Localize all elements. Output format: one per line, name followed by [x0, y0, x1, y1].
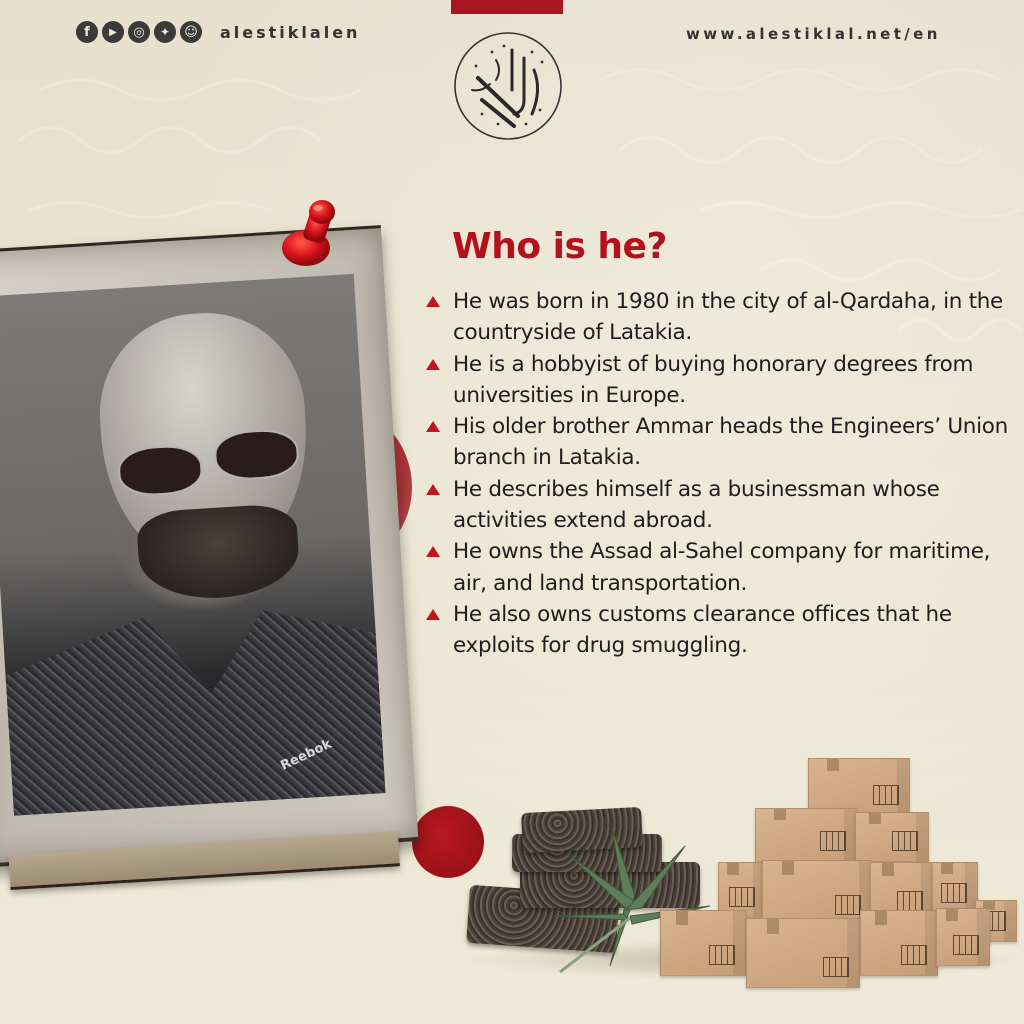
social-bar — [76, 21, 360, 43]
triangle-bullet-icon — [426, 421, 440, 432]
cardboard-box-icon — [755, 808, 857, 862]
cardboard-box-icon — [746, 918, 860, 988]
push-pin-icon — [280, 198, 340, 268]
triangle-bullet-icon — [426, 546, 440, 557]
cardboard-box-icon — [855, 812, 929, 862]
list-item — [422, 536, 1012, 599]
list-item — [422, 286, 1012, 349]
youtube-icon[interactable]: ▶ — [102, 21, 124, 43]
triangle-bullet-icon — [426, 359, 440, 370]
list-item-text: He describes himself as a businessman whose activities extend abroad. — [453, 476, 940, 534]
list-item-text: He was born in 1980 in the city of al-Qardaha, in the countryside of Latakia. — [453, 289, 1003, 346]
page-title: Who is he? — [452, 226, 667, 267]
list-item — [422, 349, 1012, 412]
cardboard-box-icon — [860, 910, 938, 976]
cardboard-box-icon — [762, 860, 872, 926]
triangle-bullet-icon — [426, 296, 440, 307]
list-item-text: He also owns customs clearance offices that he exploits for drug smuggling. — [453, 601, 952, 659]
triangle-bullet-icon — [426, 609, 440, 620]
portrait-photo — [0, 274, 385, 816]
cardboard-box-icon — [932, 862, 978, 914]
instagram-icon[interactable]: ◎ — [128, 21, 150, 43]
jacket-brand-text: Reebok — [278, 736, 335, 774]
drugs-and-boxes-illustration — [460, 750, 1024, 1024]
calligraphy-logo-icon — [452, 30, 564, 142]
list-item-text: His older brother Ammar heads the Engineers’ Union branch in Latakia. — [453, 414, 1008, 471]
cardboard-box-icon — [660, 910, 746, 976]
facts-list — [422, 286, 1012, 662]
social-handle: alestiklalen — [220, 22, 361, 42]
list-item — [422, 599, 1012, 662]
top-accent-bar — [451, 0, 563, 14]
website-url[interactable]: www.alestiklal.net/en — [686, 25, 941, 43]
list-item — [422, 474, 1012, 537]
twitter-icon[interactable]: ✦ — [154, 21, 176, 43]
snapchat-icon[interactable]: ☺ — [180, 21, 202, 43]
photo-frame — [0, 225, 418, 868]
list-item-text: He is a hobbyist of buying honorary degrees from universities in Europe. — [453, 351, 974, 408]
list-item — [422, 411, 1012, 474]
cardboard-box-icon — [936, 908, 990, 966]
photo-beard — [136, 503, 301, 603]
facebook-icon[interactable]: f — [76, 21, 98, 43]
frame-bottom-strip — [9, 831, 400, 890]
list-item-text: He owns the Assad al-Sahel company for maritime, air, and land transportation. — [453, 539, 991, 596]
photo-jacket — [3, 603, 386, 815]
triangle-bullet-icon — [426, 484, 440, 495]
